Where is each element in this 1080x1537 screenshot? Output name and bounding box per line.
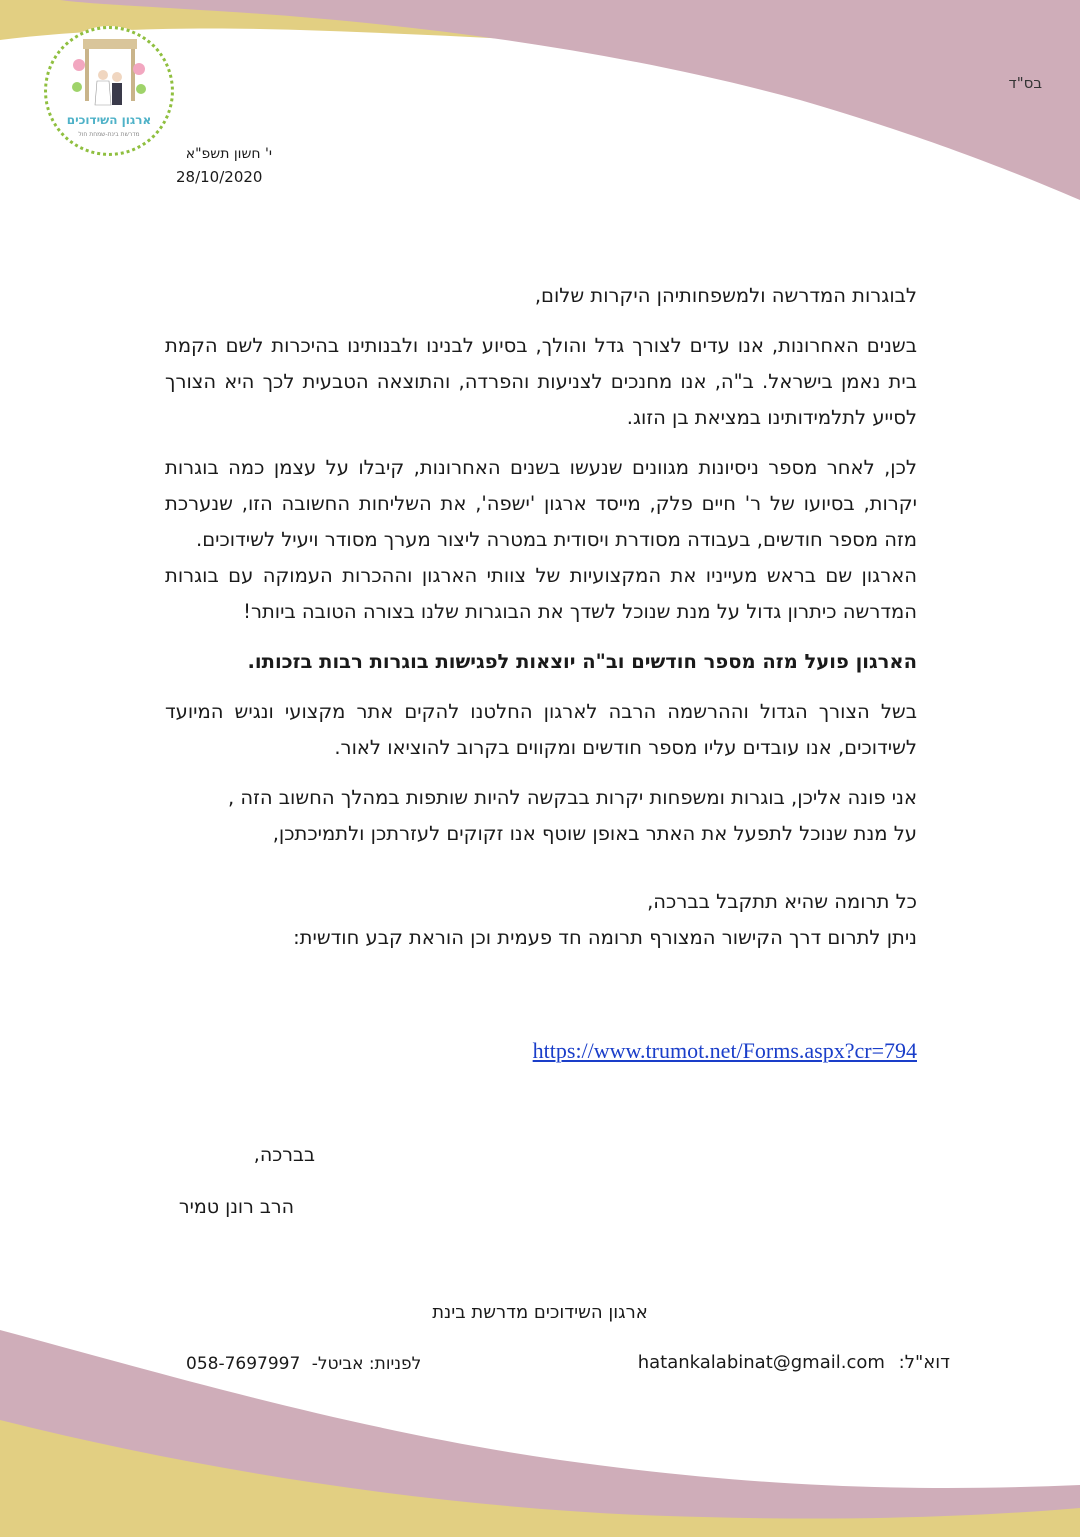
logo-subtitle: מדרשת בינת-שמחת חול	[78, 131, 140, 138]
logo-title: ארגון השידוכים	[66, 113, 152, 127]
email-address[interactable]: hatankalabinat@gmail.com	[637, 1352, 885, 1373]
letter-body	[165, 278, 917, 956]
paragraph-intro: בשנים האחרונות, אנו עדים לצורך גדל והולך, בסיוע לבנינו ולבנותינו בהיכרות לשם הקמת בית נאמן בישראל. ב"ה, אנו מחנכים לצניעות והפרדה, והתוצאה הטבעית לכך היא הצורך לסייע לתלמידותינו במציאת בן הזוג.	[165, 334, 917, 429]
paragraph-appeal-line2: על מנת שנוכל לתפעל את האתר באופן שוטף אנו זקוקים לעזרתכן ולתמיכתכן,	[272, 822, 917, 845]
email-label: דוא"ל:	[898, 1352, 950, 1373]
donation-line1: כל תרומה שהיא תתקבל בברכה,	[647, 890, 917, 913]
donation-line2: ניתן לתרום דרך הקישור המצורף תרומה חד פעמית וכן הוראת קבע חודשית:	[293, 926, 917, 949]
greeting: לבוגרות המדרשה ולמשפחותיהן היקרות שלום,	[534, 284, 917, 307]
hebrew-date: י' חשון תשפ"א	[185, 146, 272, 162]
paragraph-website: בשל הצורך הגדול וההרשמה הרבה לארגון החלטנו להקים אתר מקצועי ונגיש המיועד לשידוכים, אנו עובדים עליו מספר חודשים ומקווים בקרוב להוציאו לאור.	[165, 700, 917, 759]
footer-email-block	[638, 1352, 950, 1373]
signer-name: הרב רונן טמיר	[178, 1196, 294, 1218]
phone-label: לפניות: אביטל-	[311, 1354, 422, 1374]
paragraph-professionalism: הארגון שם בראש מעייניו את המקצועיות של צוותי הארגון וההכרות העמוקה עם בוגרות המדרשה כיתרון גדול על מנת שנוכל לשדך את הבוגרות שלנו בצורה הטובה ביותר!	[165, 564, 917, 623]
footer-phone-block	[186, 1354, 421, 1374]
paragraph-appeal-line1: אני פונה אליכן, בוגרות ומשפחות יקרות בבקשה להיות שותפות במהלך החשוב הזה ,	[227, 786, 917, 809]
footer-organization: ארגון השידוכים מדרשת בינת	[432, 1302, 648, 1323]
donation-link[interactable]: https://www.trumot.net/Forms.aspx?cr=794	[532, 1038, 917, 1063]
paragraph-highlight: הארגון פועל מזה מספר חודשים וב"ה יוצאות לפגישות בוגרות רבות בזכותו.	[247, 650, 917, 673]
organization-logo	[44, 26, 174, 156]
paragraph-history: לכן, לאחר מספר ניסיונות מגוונים שנעשו בשנים האחרונות, קיבלו על עצמן כמה בוגרות יקרות, בסיועו של ר' חיים פלק, מייסד ארגון 'ישפה', את השליחות החשובה הזו, שנערכת מזה מספר חודשים, בעבודה מסודרת ויסודית במטרה ליצור מערך מסודר ויעיל לשידוכים.	[165, 456, 917, 551]
gregorian-date: 28/10/2020	[176, 168, 263, 186]
phone-number[interactable]: 058-7697997	[186, 1354, 301, 1374]
besiyata-dishmaya: בס"ד	[1008, 74, 1042, 92]
closing-greeting: בברכה,	[253, 1144, 315, 1166]
